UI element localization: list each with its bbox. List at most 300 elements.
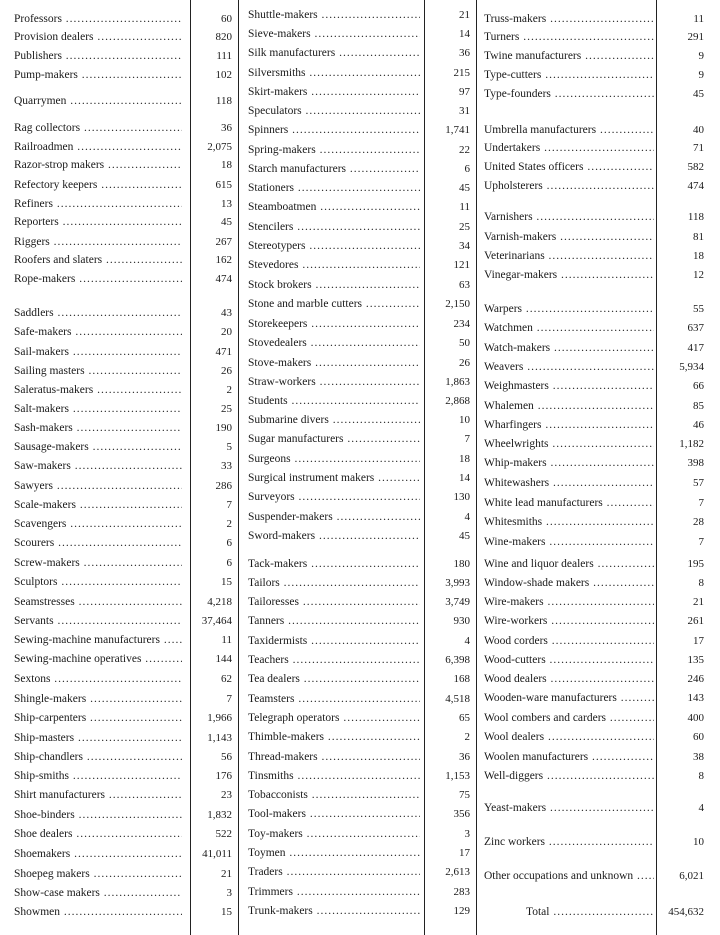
occupation-name: Publishers ..... [14,47,182,65]
occupation-count: 4 [698,802,704,814]
table-row [14,251,234,269]
table-row [484,689,706,707]
table-row [484,474,706,492]
occupation-count: 11 [221,634,232,646]
occupation-count: 2 [226,384,232,396]
table-row [248,574,472,592]
table-row [14,419,234,437]
occupation-name: Rag collectors ..... [14,119,182,137]
table-row [248,315,472,333]
table-row [248,179,472,197]
occupation-name: Saleratus-makers ..... [14,381,182,399]
occupation-name: Silk manufacturers ..... [248,44,420,62]
table-row [484,555,706,573]
table-row [484,377,706,395]
occupation-name: Whitesmiths ..... [484,513,654,531]
table-row [14,138,234,156]
occupation-name: Truss-makers ..... [484,10,654,28]
occupation-count: 286 [215,480,232,492]
table-row [14,343,234,361]
occupation-name: Tool-makers ..... [248,805,420,823]
occupation-count: 11 [693,13,704,25]
table-row [248,141,472,159]
occupation-count: 21 [221,868,232,880]
table-row [248,354,472,372]
occupation-name: Spinners ..... [248,121,420,139]
occupation-name: Railroadmen ..... [14,138,182,156]
occupation-count: 25 [459,221,470,233]
occupation-count: 582 [687,161,704,173]
table-row [248,883,472,901]
table-row [248,44,472,62]
occupation-name: Wood dealers ..... [484,670,654,688]
occupation-count: 10 [693,836,704,848]
occupation-name: Trimmers ..... [248,883,420,901]
table-row [248,276,472,294]
table-row [14,176,234,194]
occupation-name: Traders ..... [248,863,420,881]
table-row [248,632,472,650]
table-row [484,593,706,611]
occupation-count: 118 [215,95,232,107]
table-row [484,533,706,551]
table-row [484,513,706,531]
occupation-count: 3,749 [445,596,470,608]
occupation-name: Seamstresses ..... [14,593,182,611]
occupation-count: 21 [693,596,704,608]
occupation-name: Safe-makers ..... [14,323,182,341]
occupation-count: 9 [698,50,704,62]
occupation-count: 60 [221,13,232,25]
occupation-name: Saw-makers ..... [14,457,182,475]
table-row [484,319,706,337]
occupation-count: 2,613 [445,866,470,878]
occupation-count: 45 [459,182,470,194]
occupation-name: Stove-makers ..... [248,354,420,372]
occupation-name: Wine-makers ..... [484,533,654,551]
occupation-name: Teachers ..... [248,651,420,669]
table-row [484,494,706,512]
table-row [14,709,234,727]
occupation-name: Ship-smiths ..... [14,767,182,785]
table-row [14,865,234,883]
occupation-count: 162 [215,254,232,266]
occupation-name: Sausage-makers ..... [14,438,182,456]
table-row [248,593,472,611]
occupation-count: 267 [215,236,232,248]
table-row [14,515,234,533]
occupation-name: Window-shade makers ..... [484,574,654,592]
table-row [248,805,472,823]
table-row [248,373,472,391]
table-row [248,6,472,24]
occupation-count: 1,153 [445,770,470,782]
table-row [14,213,234,231]
table-row [14,323,234,341]
occupation-name: Saddlers ..... [14,304,182,322]
table-row [484,228,706,246]
occupation-name: Other occupations and unknown ..... [484,867,654,885]
table-row [14,650,234,668]
occupation-name: Whip-makers ..... [484,454,654,472]
occupation-count: 398 [687,457,704,469]
occupation-count: 111 [216,50,232,62]
occupation-count: 22 [459,144,470,156]
occupation-count: 57 [693,477,704,489]
occupation-count: 43 [221,307,232,319]
occupation-count: 144 [215,653,232,665]
occupation-name: Sextons ..... [14,670,182,688]
occupation-name: Steamboatmen ..... [248,198,420,216]
occupation-name: Tinsmiths ..... [248,767,420,785]
occupation-name: Scourers ..... [14,534,182,552]
occupation-name: Shirt manufacturers ..... [14,786,182,804]
table-row [14,92,234,110]
table-row [14,748,234,766]
occupation-count: 31 [459,105,470,117]
occupation-name: Suspender-makers ..... [248,508,420,526]
occupation-name: Toymen ..... [248,844,420,862]
occupation-count: 55 [693,303,704,315]
occupation-name: Provision dealers ..... [14,28,182,46]
occupation-count: 75 [459,789,470,801]
occupation-name: White lead manufacturers ..... [484,494,654,512]
table-row [14,554,234,572]
occupation-count: 23 [221,789,232,801]
table-row [484,670,706,688]
table-row [484,416,706,434]
table-row [14,612,234,630]
table-row [248,488,472,506]
occupation-count: 34 [459,240,470,252]
occupation-count: 45 [459,530,470,542]
table-row [248,555,472,573]
table-row [484,66,706,84]
occupation-count: 5,934 [679,361,704,373]
occupation-count: 60 [693,731,704,743]
table-row [14,47,234,65]
table-row [484,177,706,195]
occupation-name: Thimble-makers ..... [248,728,420,746]
occupation-count: 176 [215,770,232,782]
occupation-name: Taxidermists ..... [248,632,420,650]
occupation-count: 10 [459,414,470,426]
occupation-name: Roofers and slaters ..... [14,251,182,269]
column-rule [238,0,239,935]
occupation-count: 4 [464,635,470,647]
occupation-name: Pump-makers ..... [14,66,182,84]
occupation-name: United States officers ..... [484,158,654,176]
table-row [484,397,706,415]
occupation-count: 56 [221,751,232,763]
table-row [248,748,472,766]
occupation-name: Telegraph operators ..... [248,709,420,727]
occupation-name: Sawyers ..... [14,477,182,495]
table-row [14,573,234,591]
table-row [484,709,706,727]
occupation-count: 7 [698,536,704,548]
occupation-name: Salt-makers ..... [14,400,182,418]
occupation-count: 180 [453,558,470,570]
occupation-name: Submarine divers ..... [248,411,420,429]
table-row [14,66,234,84]
occupation-count: 471 [215,346,232,358]
occupation-count: 7 [226,499,232,511]
occupation-name: Stationers ..... [248,179,420,197]
table-row [248,430,472,448]
occupation-name: Whitewashers ..... [484,474,654,492]
table-row [248,256,472,274]
table-row [14,767,234,785]
table-row [248,392,472,410]
table-row [484,10,706,28]
occupation-count: 195 [687,558,704,570]
occupation-count: 14 [459,28,470,40]
occupation-name: Tea dealers ..... [248,670,420,688]
occupation-count: 38 [693,751,704,763]
occupation-count: 637 [687,322,704,334]
occupation-name: Razor-strop makers ..... [14,156,182,174]
occupation-name: Stereotypers ..... [248,237,420,255]
occupation-name: Surgeons ..... [248,450,420,468]
table-row [14,10,234,28]
occupation-name: Ship-chandlers ..... [14,748,182,766]
table-row [484,767,706,785]
occupation-name: Varnishers ..... [484,208,654,226]
table-row [248,469,472,487]
occupation-name: Riggers ..... [14,233,182,251]
occupation-name: Sash-makers ..... [14,419,182,437]
occupation-name: Upholsterers ..... [484,177,654,195]
table-row [14,28,234,46]
table-row [248,295,472,313]
occupation-count: 97 [459,86,470,98]
occupation-name: Sewing-machine operatives ..... [14,650,182,668]
occupation-name: Wine and liquor dealers ..... [484,555,654,573]
occupation-name: Silversmiths ..... [248,64,420,82]
occupation-count: 1,741 [445,124,470,136]
table-row [484,833,706,851]
occupation-count: 400 [687,712,704,724]
occupation-name: Shoe-binders ..... [14,806,182,824]
occupation-count: 71 [693,142,704,154]
occupation-count: 2 [464,731,470,743]
table-row [14,729,234,747]
table-row [484,435,706,453]
occupation-count: 33 [221,460,232,472]
occupation-name: Professors ..... [14,10,182,28]
occupation-name: Wharfingers ..... [484,416,654,434]
occupation-count: 283 [453,886,470,898]
table-row [484,85,706,103]
table-row [248,121,472,139]
occupation-name: Shingle-makers ..... [14,690,182,708]
occupation-count: 1,966 [207,712,232,724]
occupation-name: Sail-makers ..... [14,343,182,361]
occupation-name: Weavers ..... [484,358,654,376]
occupation-count: 81 [693,231,704,243]
occupation-count: 15 [221,906,232,918]
occupation-column-3 [484,0,706,935]
occupation-name: Tanners ..... [248,612,420,630]
occupation-count: 17 [693,635,704,647]
table-row [248,450,472,468]
occupation-count: 522 [215,828,232,840]
occupation-name: Sword-makers ..... [248,527,420,545]
table-row [484,651,706,669]
occupation-name: Stencilers ..... [248,218,420,236]
occupation-name: Stock brokers ..... [248,276,420,294]
occupation-name: Shoepeg makers ..... [14,865,182,883]
table-row [14,477,234,495]
table-row [14,534,234,552]
table-row [248,844,472,862]
occupation-name: Wire-makers ..... [484,593,654,611]
occupation-count: 474 [215,273,232,285]
table-row [14,593,234,611]
table-row [484,867,706,885]
occupation-name: Vinegar-makers ..... [484,266,654,284]
table-row [248,102,472,120]
occupation-name: Sailing masters ..... [14,362,182,380]
occupation-count: 26 [221,365,232,377]
table-row [14,438,234,456]
occupation-count: 37,464 [201,615,232,627]
occupation-name: Surgical instrument makers ..... [248,469,420,487]
occupation-name: Show-case makers ..... [14,884,182,902]
occupation-count: 25 [221,403,232,415]
table-row [248,237,472,255]
table-row [484,247,706,265]
table-row [484,158,706,176]
occupation-count: 3,993 [445,577,470,589]
occupation-count: 4,218 [207,596,232,608]
occupation-name: Quarrymen ..... [14,92,182,110]
table-row [248,612,472,630]
occupation-name: Thread-makers ..... [248,748,420,766]
table-row [248,64,472,82]
occupation-count: 28 [693,516,704,528]
occupation-count: 7 [698,497,704,509]
occupation-name: Stevedores ..... [248,256,420,274]
occupation-name: Shoemakers ..... [14,845,182,863]
occupation-count: 8 [698,770,704,782]
table-row [14,119,234,137]
occupation-count: 3 [464,828,470,840]
table-row [14,825,234,843]
occupation-count: 168 [453,673,470,685]
table-row [248,767,472,785]
table-row [14,631,234,649]
occupation-name: Wooden-ware manufacturers ..... [484,689,654,707]
occupation-name: Toy-makers ..... [248,825,420,843]
occupation-count: 8 [698,577,704,589]
occupation-count: 1,832 [207,809,232,821]
occupation-name: Skirt-makers ..... [248,83,420,101]
occupation-count: 18 [459,453,470,465]
occupation-count: 5 [226,441,232,453]
occupation-name: Woolen manufacturers ..... [484,748,654,766]
occupation-count: 143 [687,692,704,704]
occupation-count: 130 [453,491,470,503]
occupation-name: Ship-masters ..... [14,729,182,747]
occupation-count: 7 [226,693,232,705]
table-row [484,799,706,817]
occupation-name: Wool combers and carders ..... [484,709,654,727]
occupation-name: Yeast-makers ..... [484,799,654,817]
table-row [14,806,234,824]
table-row [484,208,706,226]
table-row [248,690,472,708]
table-row [484,47,706,65]
occupation-count: 4,518 [445,693,470,705]
occupation-name: Type-founders ..... [484,85,654,103]
occupation-name: Sculptors ..... [14,573,182,591]
table-row [484,339,706,357]
occupation-count: 2,868 [445,395,470,407]
table-row [14,845,234,863]
occupation-name: Refiners ..... [14,195,182,213]
table-row [484,728,706,746]
occupation-count: 118 [687,211,704,223]
occupation-count: 246 [687,673,704,685]
occupation-name: Refectory keepers ..... [14,176,182,194]
total-label: Total ..... [526,903,654,921]
occupation-count: 18 [221,159,232,171]
occupation-count: 15 [221,576,232,588]
occupation-count: 26 [459,357,470,369]
occupation-name: Shuttle-makers ..... [248,6,420,24]
occupation-name: Wire-workers ..... [484,612,654,630]
occupation-name: Shoe dealers ..... [14,825,182,843]
occupation-name: Sieve-makers ..... [248,25,420,43]
occupation-name: Reporters ..... [14,213,182,231]
occupation-count: 12 [693,269,704,281]
table-row [14,195,234,213]
table-row [14,156,234,174]
table-row [248,527,472,545]
column-rule [476,0,477,935]
occupation-name: Surveyors ..... [248,488,420,506]
occupation-name: Ship-carpenters ..... [14,709,182,727]
occupation-count: 45 [221,216,232,228]
occupation-name: Servants ..... [14,612,182,630]
occupation-count: 62 [221,673,232,685]
occupation-count: 356 [453,808,470,820]
occupation-name: Wool dealers ..... [484,728,654,746]
occupation-name: Tobacconists ..... [248,786,420,804]
occupation-count: 18 [693,250,704,262]
table-row [248,25,472,43]
occupation-name: Watch-makers ..... [484,339,654,357]
table-row [14,270,234,288]
table-row [484,358,706,376]
table-row [484,748,706,766]
occupation-count: 6 [226,537,232,549]
occupation-count: 121 [453,259,470,271]
table-row [14,690,234,708]
table-row [248,651,472,669]
occupation-count: 474 [687,180,704,192]
occupation-name: Type-cutters ..... [484,66,654,84]
occupation-count: 417 [687,342,704,354]
table-row [484,139,706,157]
occupation-count: 63 [459,279,470,291]
occupation-count: 65 [459,712,470,724]
table-row [484,632,706,650]
occupation-name: Umbrella manufacturers ..... [484,121,654,139]
table-row [484,574,706,592]
